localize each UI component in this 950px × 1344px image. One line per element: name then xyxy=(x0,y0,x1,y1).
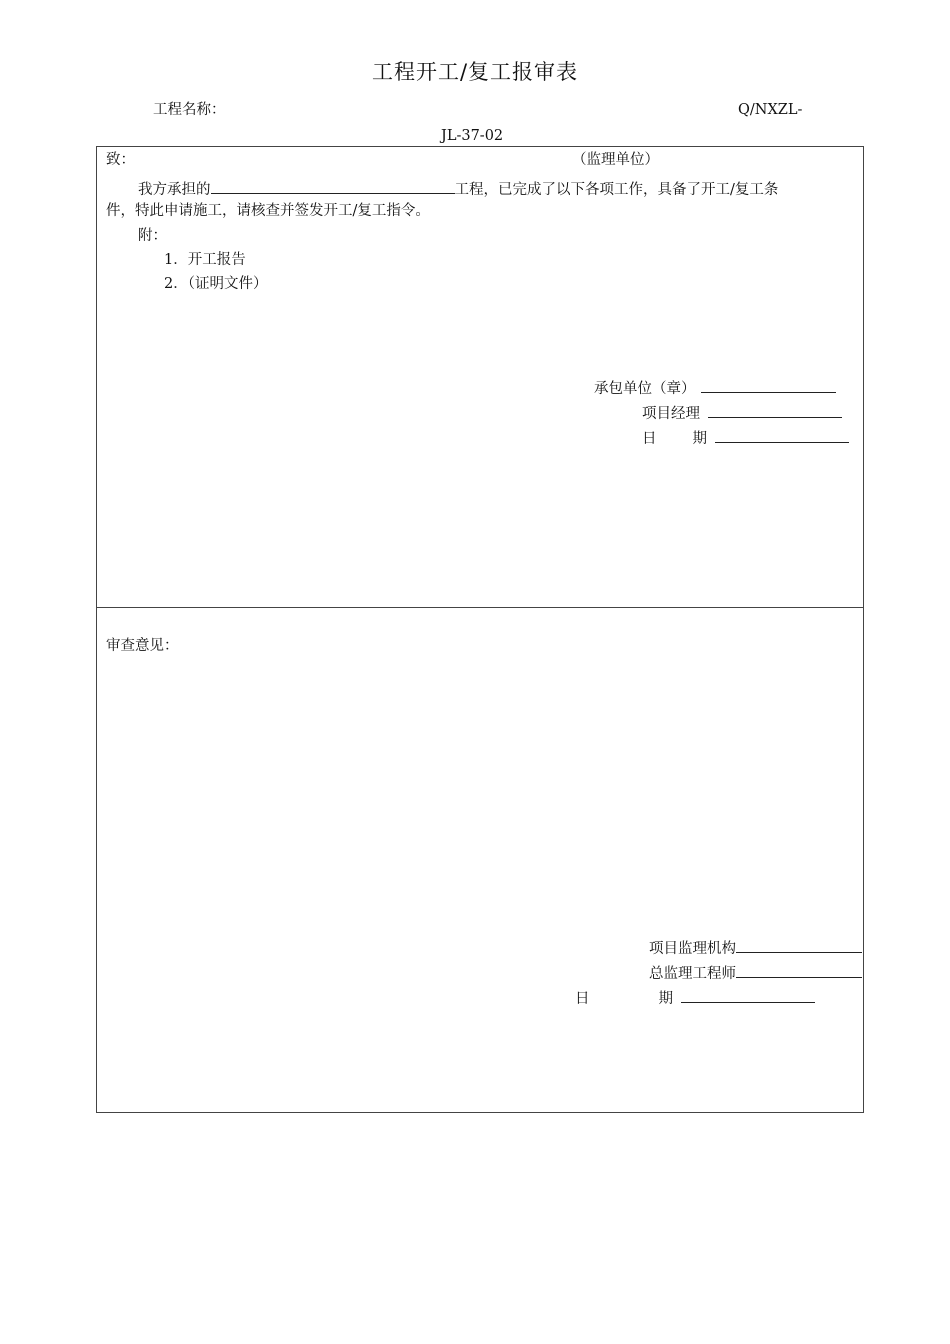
form-code-line1: Q/NXZL- xyxy=(738,102,803,118)
supervision-org-signature-line[interactable] xyxy=(736,937,862,953)
chief-engineer-label: 总监理工程师 xyxy=(649,966,736,982)
body-text-part2: 工程，已完成了以下各项工作，具备了开工/复工条 xyxy=(454,182,779,198)
to-label: 致： xyxy=(106,152,135,168)
review-opinion-label: 审查意见： xyxy=(106,638,179,654)
contractor-label: 承包单位（章） xyxy=(594,381,696,397)
supervision-org-row xyxy=(649,937,862,957)
contractor-seal-row xyxy=(594,377,836,397)
manager-signature-line[interactable] xyxy=(708,402,842,418)
date-label-qi: 期 xyxy=(692,431,707,447)
supervisor-unit-label: （监理单位） xyxy=(572,152,659,168)
attachment-item-2: 2．（证明文件） xyxy=(164,276,268,292)
date-line-1[interactable] xyxy=(715,427,849,443)
body-text-line2: 件，特此申请施工，请核查并签发开工/复工指令。 xyxy=(106,203,430,219)
contractor-signature-line[interactable] xyxy=(701,377,836,393)
page-title: 工程开工/复工报审表 xyxy=(371,60,579,84)
review-section xyxy=(96,607,864,1113)
date-row-2 xyxy=(575,987,815,1007)
project-blank-line[interactable] xyxy=(211,178,455,194)
date-label-ri-2: 日 xyxy=(575,991,590,1007)
attachment-item-1: 1．开工报告 xyxy=(164,252,246,268)
chief-engineer-row xyxy=(649,962,862,982)
attachments-label: 附： xyxy=(138,228,167,244)
date-label-qi-2: 期 xyxy=(658,991,673,1007)
chief-engineer-signature-line[interactable] xyxy=(736,962,862,978)
supervision-org-label: 项目监理机构 xyxy=(649,941,736,957)
project-name-label: 工程名称： xyxy=(153,102,226,118)
body-text-line1 xyxy=(138,178,778,198)
date-label-ri: 日 xyxy=(642,431,657,447)
manager-row xyxy=(642,402,842,422)
date-line-2[interactable] xyxy=(681,987,815,1003)
body-text-part1: 我方承担的 xyxy=(138,182,211,198)
manager-label: 项目经理 xyxy=(642,406,700,422)
date-row-1 xyxy=(642,427,849,447)
form-code-line2: JL-37-02 xyxy=(441,128,504,144)
